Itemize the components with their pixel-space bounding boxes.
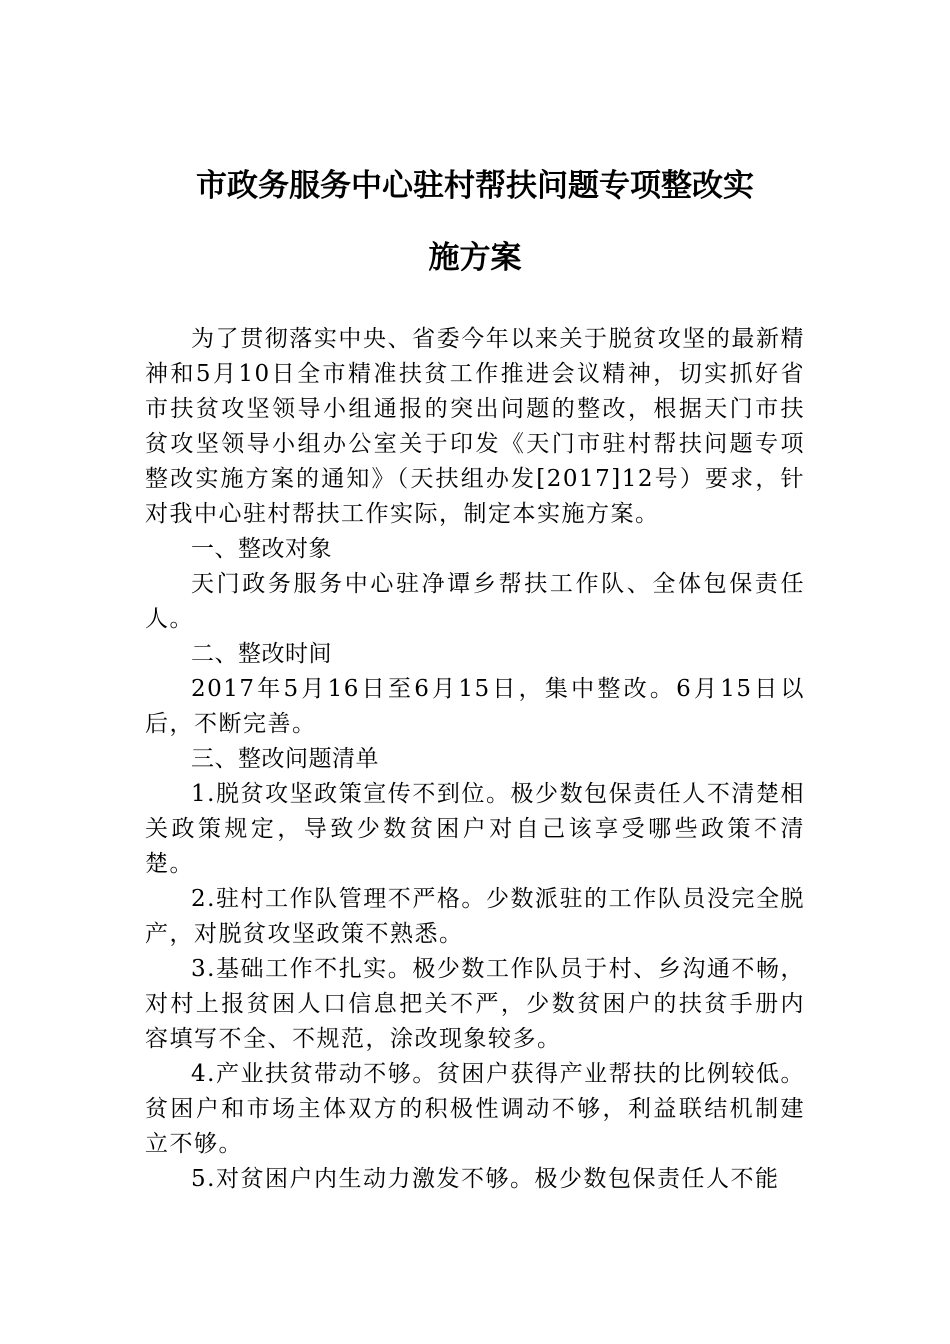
document-title [145, 150, 805, 294]
problem-item-3: 3.基础工作不扎实。极少数工作队员于村、乡沟通不畅，对村上报贫困人口信息把关不严，少数贫困户的扶贫手册内容填写不全、不规范，涂改现象较多。 [145, 956, 805, 1052]
intro-paragraph: 为了贯彻落实中央、省委今年以来关于脱贫攻坚的最新精神和5月10日全市精准扶贫工作推进会议精神，切实抓好省市扶贫攻坚领导小组通报的突出问题的整改，根据天门市扶贫攻坚领导小组办公室关于印发《天门市驻村帮扶问题专项整改实施方案的通知》（天扶组办发[2017]12号）要求，针对我中心驻村帮扶工作实际，制定本实施方案。 [145, 326, 805, 527]
section-2-heading: 二、整改时间 [191, 641, 332, 667]
problem-item-4: 4.产业扶贫带动不够。贫困户获得产业帮扶的比例较低。贫困户和市场主体双方的积极性调动不够，利益联结机制建立不够。 [145, 1061, 805, 1157]
problem-item-5: 5.对贫困户内生动力激发不够。极少数包保责任人不能 [191, 1166, 780, 1192]
problem-item-2: 2.驻村工作队管理不严格。少数派驻的工作队员没完全脱产，对脱贫攻坚政策不熟悉。 [145, 886, 805, 947]
problem-item-1: 1.脱贫攻坚政策宣传不到位。极少数包保责任人不清楚相关政策规定，导致少数贫困户对自己该享受哪些政策不清楚。 [145, 781, 805, 877]
section-1-heading: 一、整改对象 [191, 536, 332, 562]
title-line-1: 市政务服务中心驻村帮扶问题专项整改实 [196, 168, 754, 204]
title-line-2: 施方案 [428, 240, 522, 276]
section-1-text: 天门政务服务中心驻净谭乡帮扶工作队、全体包保责任人。 [145, 571, 805, 632]
section-3-heading: 三、整改问题清单 [191, 746, 379, 772]
document-page [145, 150, 805, 1197]
section-2-text: 2017年5月16日至6月15日，集中整改。6月15日以后，不断完善。 [145, 676, 805, 737]
